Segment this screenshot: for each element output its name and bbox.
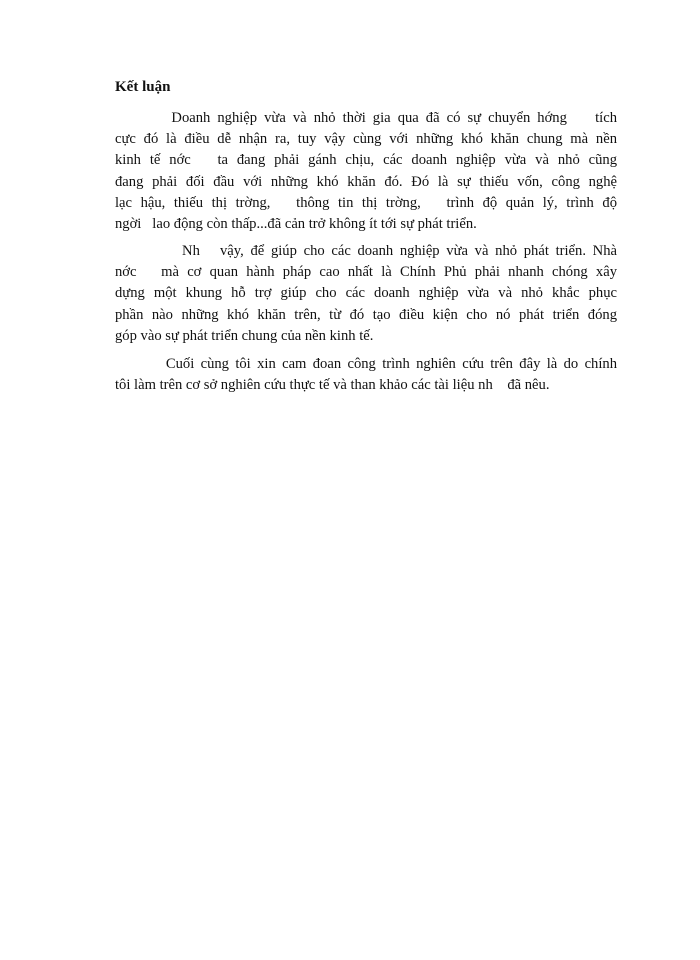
paragraph-1-line-6: ngời lao động còn thấp...đã cản trở không ít tới sự phát triển. <box>115 216 477 233</box>
paragraph-1-line-3: kinh tế nớc ta đang phải gánh chịu, các doanh nghiệp vừa và nhỏ cũng <box>115 152 617 169</box>
paragraph-2-line-5: góp vào sự phát triển chung của nền kinh tế. <box>115 327 374 344</box>
paragraph-1 <box>115 108 617 235</box>
paragraph-3-line-2: tôi làm trên cơ sở nghiên cứu thực tế và than khảo các tài liệu nh đã nêu. <box>115 377 550 394</box>
paragraph-2-line-1: Nh vậy, để giúp cho các doanh nghiệp vừa và nhỏ phát triển. Nhà <box>115 243 617 259</box>
paragraph-2-line-3: dựng một khung hỗ trợ giúp cho các doanh nghiệp vừa và nhỏ khắc phục <box>115 285 617 302</box>
paragraph-3-line-1: Cuối cùng tôi xin cam đoan công trình nghiên cứu trên đây là do chính <box>115 356 617 372</box>
paragraph-1-line-2: cực đó là điều dễ nhận ra, tuy vậy cùng với những khó khăn chung mà nền <box>115 131 617 148</box>
paragraph-2-line-2: nớc mà cơ quan hành pháp cao nhất là Chính Phủ phải nhanh chóng xây <box>115 264 617 281</box>
paragraph-1-line-1: Doanh nghiệp vừa và nhỏ thời gia qua đã có sự chuyển hớng tích <box>115 110 617 126</box>
section-heading: Kết luận <box>115 79 171 95</box>
paragraph-3 <box>115 354 617 396</box>
paragraph-1-line-5: lạc hậu, thiếu thị trờng, thông tin thị trờng, trình độ quản lý, trình độ <box>115 194 617 211</box>
paragraph-1-line-4: đang phải đối đầu với những khó khăn đó. Đó là sự thiếu vốn, công nghệ <box>115 173 617 190</box>
paragraph-2 <box>115 241 617 347</box>
paragraph-2-line-4: phần nào những khó khăn trên, từ đó tạo điều kiện cho nó phát triển đóng <box>115 306 617 323</box>
